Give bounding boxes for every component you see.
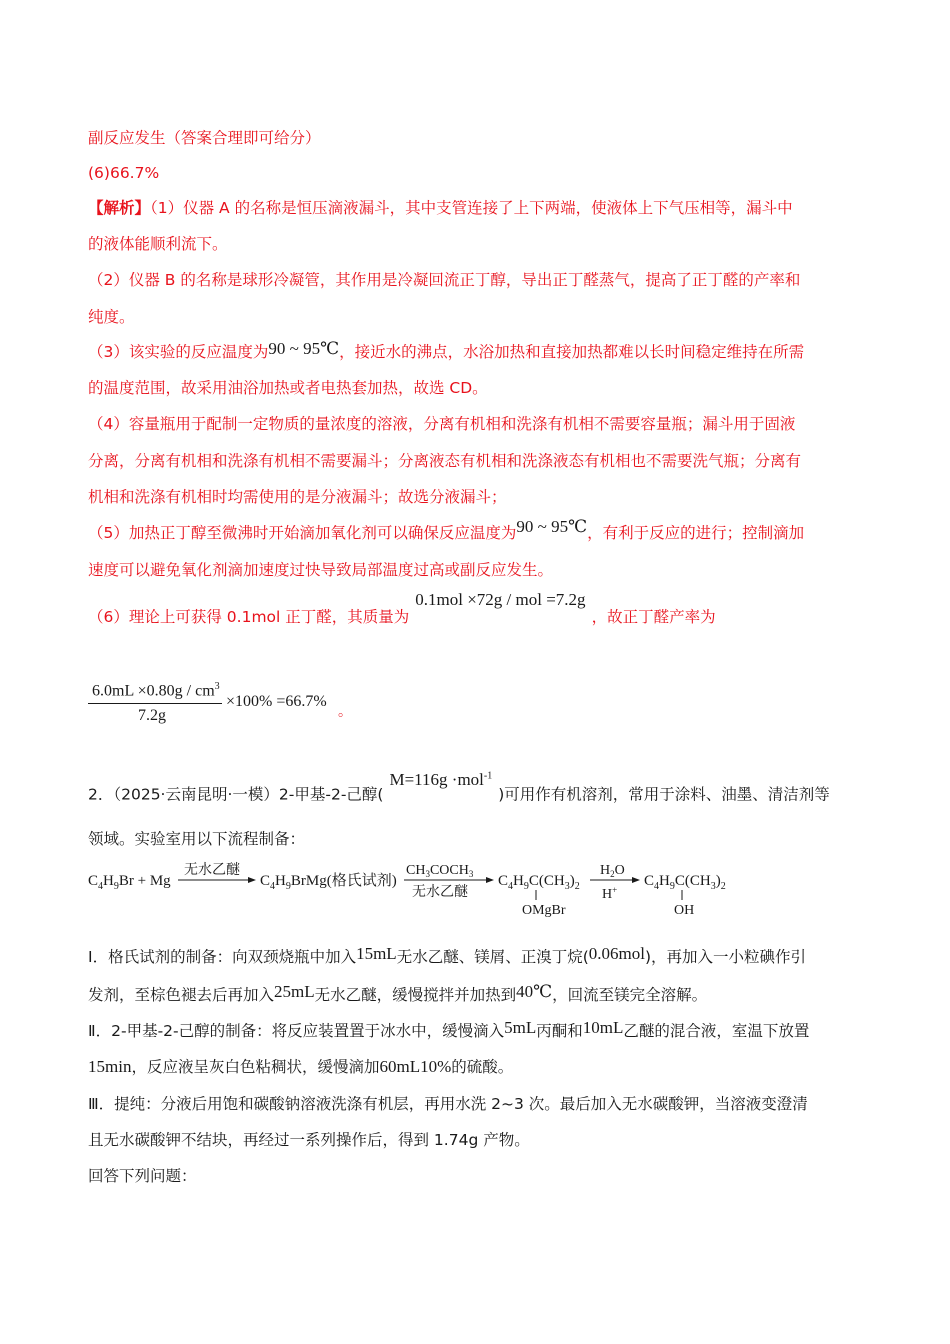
molar-mass-text: M=116g ·mol (389, 769, 484, 789)
text-segment: ，有利于反应的进行；控制滴加 (587, 524, 805, 542)
analysis-line-3 (88, 197, 793, 219)
yield-fraction (88, 680, 448, 730)
step-2-line-2 (88, 1056, 513, 1078)
molar-mass-formula (383, 770, 498, 789)
question-number: 2．（2025·云南昆明·一模）2-甲基-2-己醇( (88, 785, 384, 804)
text-segment: （5）加热正丁醇至微沸时开始滴加氧化剂可以确保反应温度为 (88, 524, 517, 542)
product-substituent: OH (674, 903, 695, 918)
arrow1-label: 无水乙醚 (184, 863, 240, 878)
arrow3-bottom-label: H+ (602, 885, 618, 902)
text-segment: ，反应液呈灰白色粘稠状，缓慢滴加 (131, 1058, 380, 1076)
fraction-tail: ×100% =66.7% (226, 693, 327, 710)
analysis-line-12 (88, 517, 805, 544)
text-segment: 乙醚的混合液，室温下放置 (623, 1022, 810, 1040)
mass-formula: 0.1mol ×72g / mol =7.2g (415, 590, 586, 609)
molar-mass-sup: -1 (483, 770, 493, 781)
analysis-line-14 (88, 590, 716, 628)
text-segment: ，回流至镁完全溶解。 (552, 986, 708, 1004)
temperature-formula: 90 ~ 95℃ (268, 339, 340, 358)
step-1-line-1 (88, 946, 806, 968)
analysis-line-1: 副反应发生（答案合理即可给分） (88, 129, 321, 147)
step-3-line-2: 且无水碳酸钾不结块，再经过一系列操作后，得到 1.74g 产物。 (88, 1131, 530, 1149)
analysis-line-13: 速度可以避免氧化剂滴加速度过快导致局部温度过高或副反应发生。 (88, 561, 554, 579)
fraction-numerator (92, 681, 220, 700)
analysis-tag: 【解析】 (88, 199, 151, 217)
numerator-sup: 3 (214, 681, 220, 692)
volume-value: 10mL (582, 1018, 624, 1037)
arrow3-top-label: $H_2O$ (600, 863, 625, 879)
fraction-end: 。 (338, 705, 352, 720)
question-2-line-2: 领域。实验室用以下流程制备： (88, 830, 306, 848)
fraction-bar (88, 703, 222, 704)
temperature-value: 40℃ (516, 982, 553, 1001)
analysis-line-8: 的温度范围，故采用油浴加热或者电热套加热，故选 CD。 (88, 379, 488, 397)
analysis-line-6: 纯度。 (88, 308, 135, 326)
text-segment: Ⅱ．2-甲基-2-己醇的制备：将反应装置置于冰水中，缓慢滴入 (88, 1022, 505, 1040)
grignard-reagent: $C_4H_9BrMg$(格氏试剂) (260, 873, 397, 892)
numerator-text: 6.0mL ×0.80g / cm (92, 682, 215, 700)
text-segment: 发剂，至棕色褪去后再加入 (88, 986, 275, 1004)
text-segment: ，接近水的沸点，水浴加热和直接加热都难以长时间稳定维持在所需 (339, 343, 805, 361)
analysis-line-7 (88, 341, 804, 363)
intermediate-substituent: OMgBr (522, 903, 566, 918)
volume-value: 5mL (504, 1018, 537, 1037)
acid-value: 60mL10% (379, 1057, 452, 1076)
volume-value: 15mL (356, 944, 397, 963)
fraction-denominator: 7.2g (138, 707, 166, 724)
temperature-formula: 90 ~ 95℃ (516, 517, 588, 536)
arrow2-head (486, 877, 494, 883)
text-segment: 无水乙醚，缓慢搅拌并加热到 (314, 986, 517, 1004)
text-segment: Ⅰ．格氏试剂的制备：向双颈烧瓶中加入 (88, 948, 357, 966)
reaction-scheme (88, 858, 748, 922)
step-2-line-1 (88, 1020, 809, 1042)
arrow3-head (632, 877, 640, 883)
reactant: $C_4H_9Br + Mg$ (88, 873, 171, 892)
answer-6: (6)66.7% (88, 164, 160, 182)
text-segment: )，再加入一小粒碘作引 (644, 948, 807, 966)
text-segment: 无水乙醚、镁屑、正溴丁烷( (396, 948, 589, 966)
text-segment: )可用作有机溶剂，常用于涂料、油墨、清洁剂等 (498, 785, 830, 804)
text-segment: 的硫酸。 (451, 1058, 514, 1076)
analysis-line-11: 机相和洗涤有机相时均需使用的是分液漏斗；故选分液漏斗； (88, 488, 507, 506)
intermediate: $C_4H_9C(CH_3)_2$ (498, 873, 580, 892)
text-segment: （3）该实验的反应温度为 (88, 343, 269, 361)
analysis-line-4: 的液体能顺利流下。 (88, 235, 228, 253)
arrow1-head (248, 877, 256, 883)
analysis-line-10: 分离，分离有机相和洗涤有机相不需要漏斗；分离液态有机相和洗涤液态有机相也不需要洗气瓶；分离有 (88, 452, 802, 470)
question-2-line-1 (88, 769, 830, 806)
final-product: $C_4H_9C(CH_3)_2$ (644, 873, 726, 892)
analysis-line-5: （2）仪器 B 的名称是球形冷凝管，其作用是冷凝回流正丁醇，导出正丁醛蒸气，提高了正丁醛的产率和 (88, 271, 801, 289)
amount-value: 0.06mol (588, 944, 645, 963)
text-segment: 丙酮和 (536, 1022, 583, 1040)
time-value: 15min (88, 1057, 132, 1076)
answer-prompt: 回答下列问题： (88, 1167, 197, 1185)
text-segment: ，故正丁醛产率为 (591, 608, 716, 626)
arrow2-bottom-label: 无水乙醚 (412, 885, 468, 900)
arrow2-top-label: $CH_3COCH_3$ (406, 863, 474, 879)
analysis-text: （1）仪器 A 的名称是恒压滴液漏斗，其中支管连接了上下两端，使液体上下气压相等，漏斗中 (150, 199, 793, 217)
analysis-line-9: （4）容量瓶用于配制一定物质的量浓度的溶液，分离有机相和洗涤有机相不需要容量瓶；漏斗用于固液 (88, 415, 796, 433)
text-segment: （6）理论上可获得 0.1mol 正丁醛，其质量为 (88, 608, 410, 626)
volume-value: 25mL (274, 982, 315, 1001)
step-3-line-1: Ⅲ．提纯：分液后用饱和碳酸钠溶液洗涤有机层，再用水洗 2~3 次。最后加入无水碳酸钾，当溶液变澄清 (88, 1095, 808, 1113)
step-1-line-2 (88, 984, 707, 1006)
